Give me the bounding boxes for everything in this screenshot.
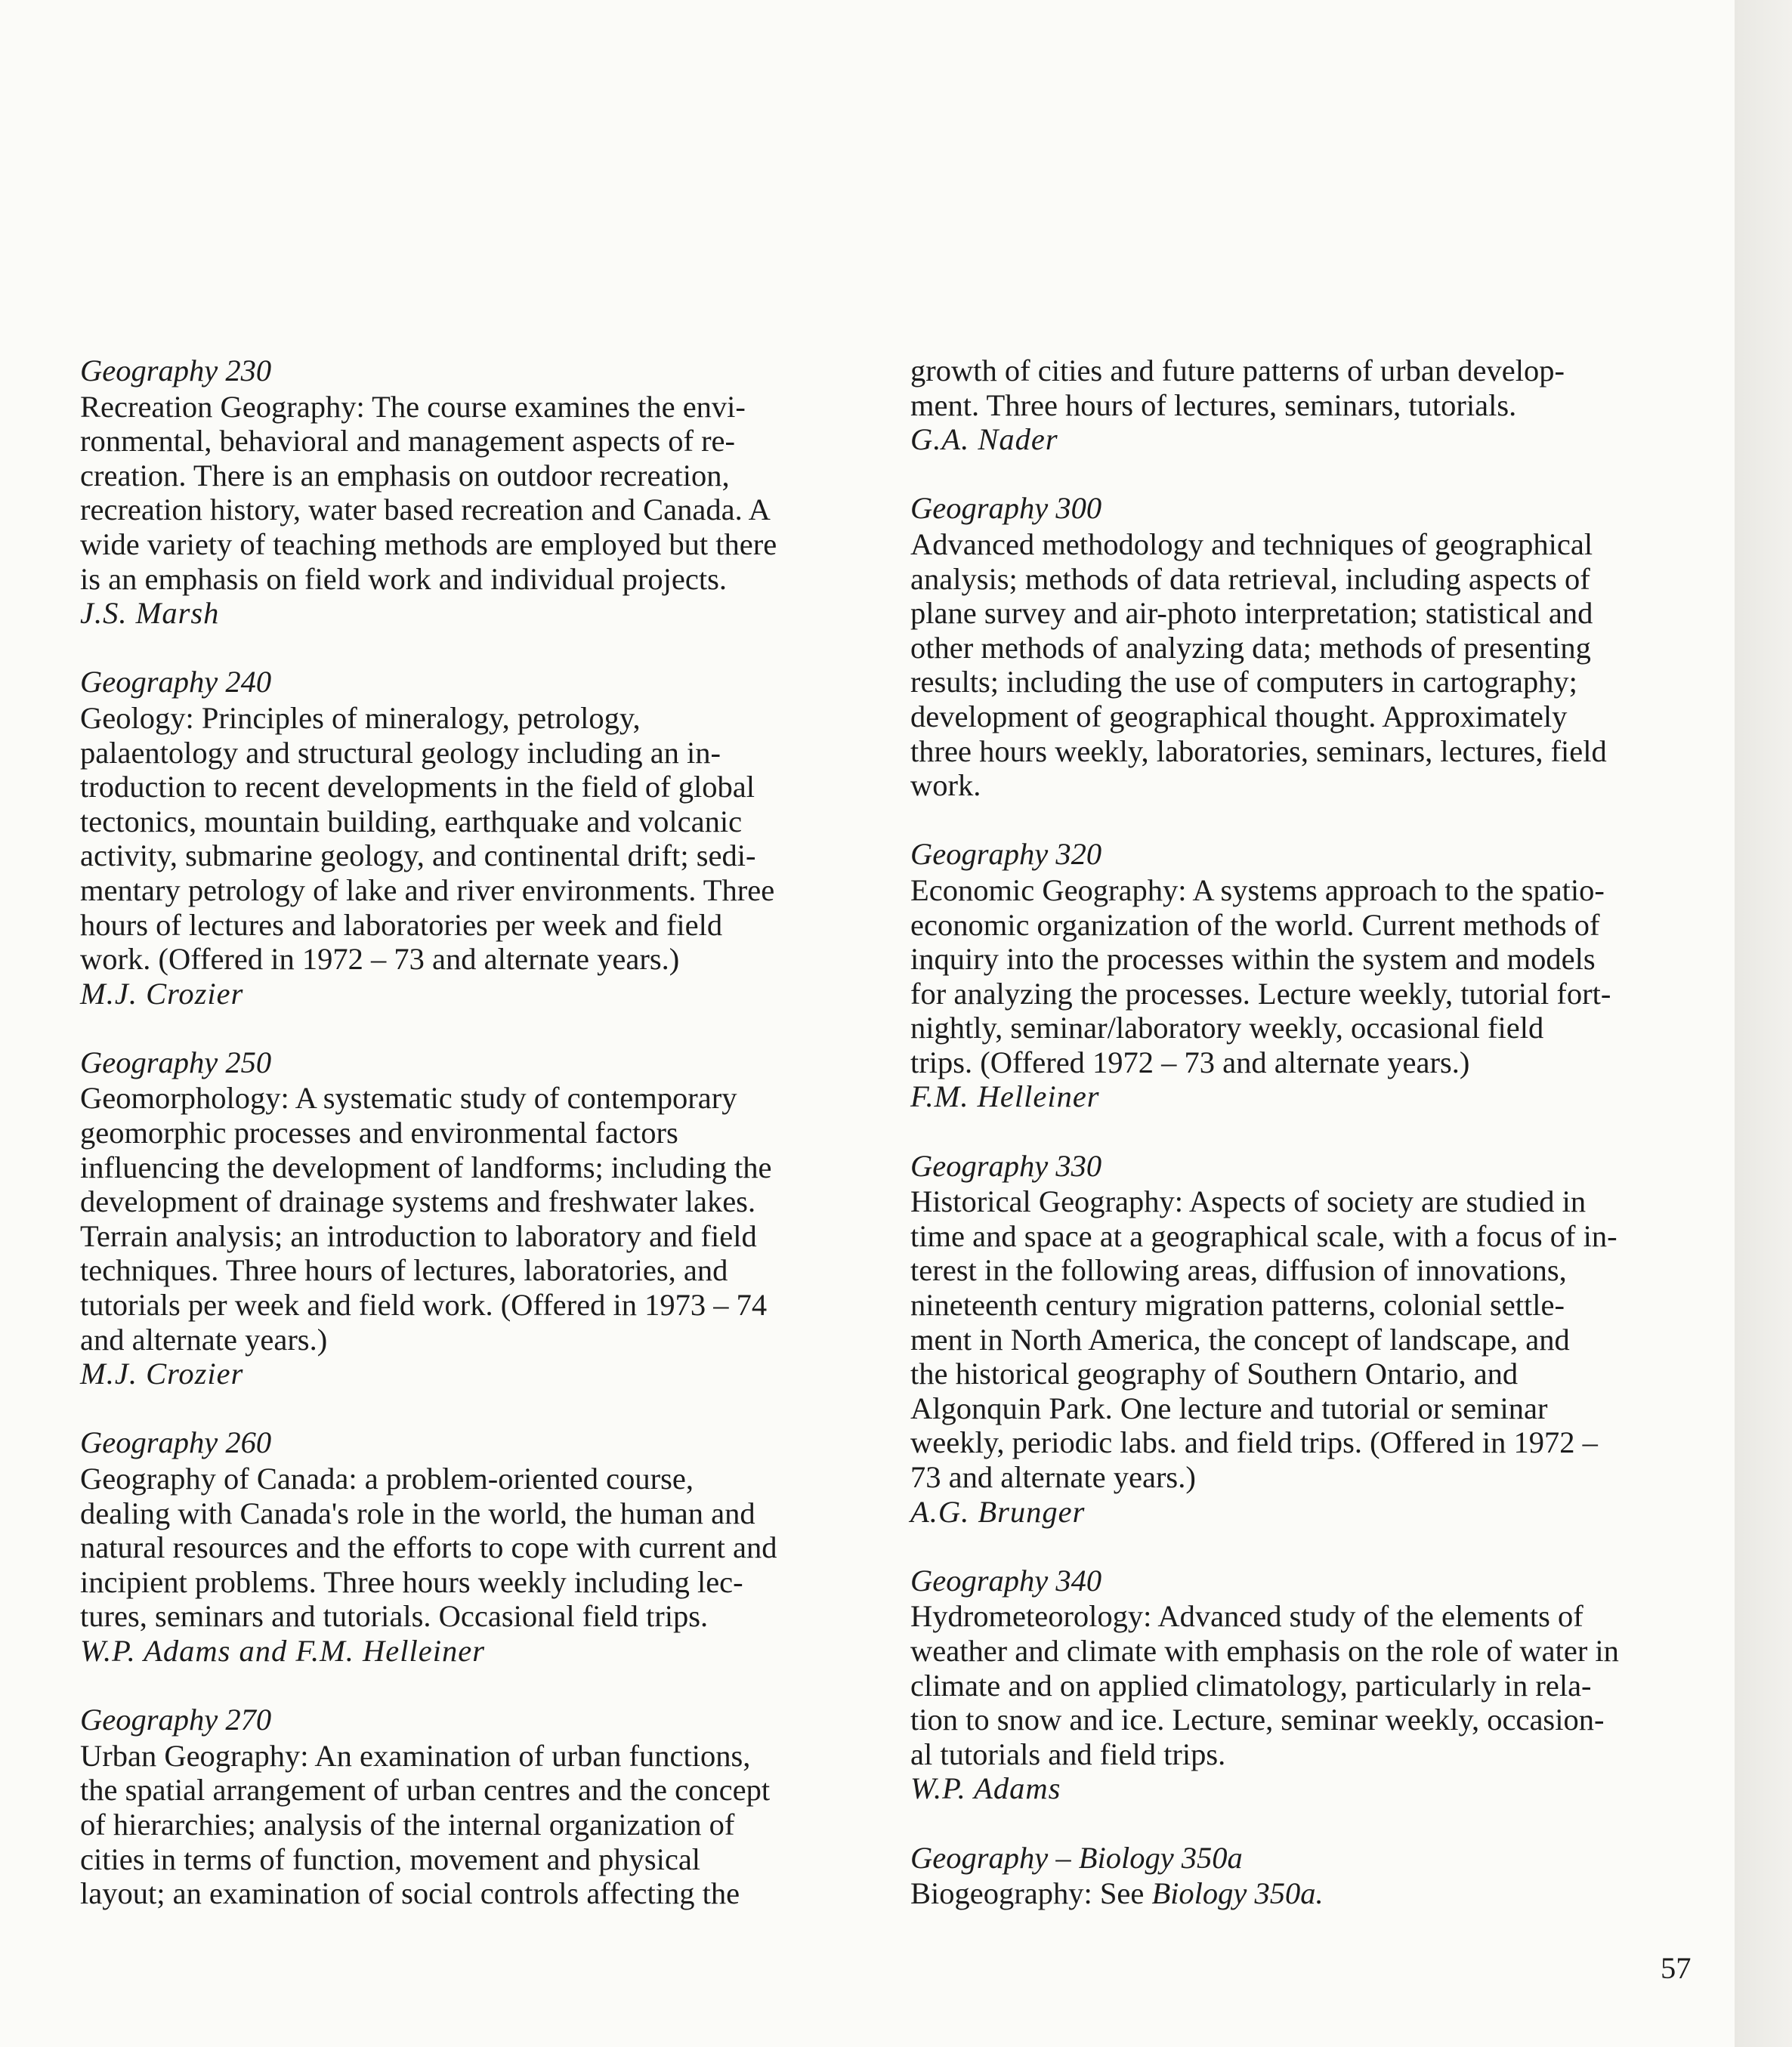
description-line: climate and on applied climatology, particularly in rela-	[910, 1668, 1592, 1703]
description-line: dealing with Canada's role in the world, the human and	[80, 1496, 755, 1530]
page-edge	[1735, 0, 1792, 2047]
course-description	[910, 527, 1711, 803]
description-line: techniques. Three hours of lectures, laboratories, and	[80, 1253, 728, 1288]
description-line: the historical geography of Southern Ontario, and	[910, 1357, 1519, 1391]
course-entry-geography-270	[80, 1703, 881, 1911]
description-line: wide variety of teaching methods are employed but there	[80, 526, 777, 561]
description-line: hours of lectures and laboratories per week and field	[80, 907, 723, 942]
description-line: ment in North America, the concept of landscape, and	[910, 1322, 1570, 1357]
course-entry-geography-300	[910, 491, 1711, 802]
description-line: ment. Three hours of lectures, seminars, tutorials.	[910, 387, 1517, 422]
course-title: Geography 330	[910, 1148, 1102, 1183]
description-line: and alternate years.)	[80, 1322, 328, 1357]
description-line: al tutorials and field trips.	[910, 1737, 1226, 1771]
description-line: work.	[910, 768, 981, 803]
instructor-name: J.S. Marsh	[80, 596, 220, 631]
description-line: geomorphic processes and environmental factors	[80, 1116, 678, 1150]
description-line: Geography of Canada: a problem-oriented course,	[80, 1462, 694, 1496]
course-description	[910, 354, 1711, 422]
description-line: Advanced methodology and techniques of geographical	[910, 526, 1593, 561]
description-line: of hierarchies; analysis of the internal organization of	[80, 1807, 735, 1842]
description-line: analysis; methods of data retrieval, including aspects of	[910, 561, 1590, 596]
description-line: Urban Geography: An examination of urban functions,	[80, 1738, 751, 1773]
course-entry-geography-320	[910, 837, 1711, 1114]
description-line: tion to snow and ice. Lecture, seminar weekly, occasion-	[910, 1703, 1605, 1737]
course-description	[910, 1184, 1711, 1494]
course-title: Geography 240	[80, 665, 272, 699]
description-line: activity, submarine geology, and continental drift; sedi-	[80, 838, 756, 873]
description-line: influencing the development of landforms; including the	[80, 1150, 772, 1184]
description-line: for analyzing the processes. Lecture weekly, tutorial fort-	[910, 976, 1611, 1011]
description-line: mentary petrology of lake and river environments. Three	[80, 872, 775, 907]
description-line: other methods of analyzing data; methods of presenting	[910, 630, 1591, 665]
description-line: Geomorphology: A systematic study of contemporary	[80, 1081, 737, 1116]
description-line: Algonquin Park. One lecture and tutorial or seminar	[910, 1391, 1548, 1425]
course-title: Geography 340	[910, 1563, 1102, 1598]
description-line: Economic Geography: A systems approach to the spatio-	[910, 872, 1605, 907]
course-title: Geography – Biology 350a	[910, 1840, 1243, 1875]
course-entry-geography-biology-350a	[910, 1841, 1711, 1911]
right-column	[910, 354, 1711, 1945]
instructor-name: G.A. Nader	[910, 422, 1058, 457]
course-title: Geography 250	[80, 1045, 272, 1079]
instructor-name: M.J. Crozier	[80, 1357, 244, 1391]
description-line: work. (Offered in 1972 – 73 and alternate years.)	[80, 942, 680, 977]
course-entry-geography-240	[80, 665, 881, 1011]
description-line: plane survey and air-photo interpretation; statistical and	[910, 596, 1593, 631]
left-column	[80, 354, 881, 1945]
course-title: Geography 260	[80, 1425, 272, 1460]
description-line: terest in the following areas, diffusion of innovations,	[910, 1253, 1567, 1288]
instructor-name: A.G. Brunger	[910, 1494, 1086, 1529]
course-description	[910, 873, 1711, 1080]
description-line: natural resources and the efforts to cope with current and	[80, 1530, 777, 1565]
description-line: development of geographical thought. Approximately	[910, 699, 1568, 733]
course-title: Geography 270	[80, 1703, 272, 1737]
description-line: nightly, seminar/laboratory weekly, occasional field	[910, 1011, 1544, 1045]
course-description	[80, 1739, 881, 1911]
description-line: cities in terms of function, movement and physical	[80, 1842, 701, 1876]
description-line: three hours weekly, laboratories, seminars, lectures, field	[910, 733, 1607, 768]
course-description	[80, 701, 881, 977]
course-entry-geography-260	[80, 1425, 881, 1668]
description-line: creation. There is an emphasis on outdoor recreation,	[80, 458, 730, 492]
cross-reference-course: Biology 350a.	[1151, 1876, 1324, 1911]
course-entry-continued	[910, 354, 1711, 457]
instructor-name: W.P. Adams and F.M. Helleiner	[80, 1633, 486, 1668]
description-line: tectonics, mountain building, earthquake and volcanic	[80, 804, 743, 838]
description-line: troduction to recent developments in the field of global	[80, 770, 755, 804]
description-line: development of drainage systems and freshwater lakes.	[80, 1184, 756, 1219]
description-line: results; including the use of computers in cartography;	[910, 665, 1577, 699]
description-line: palaentology and structural geology including an in-	[80, 735, 721, 770]
instructor-name: W.P. Adams	[910, 1771, 1061, 1806]
description-line: tures, seminars and tutorials. Occasional field trips.	[80, 1599, 709, 1634]
course-description	[910, 1599, 1711, 1771]
description-line: economic organization of the world. Current methods of	[910, 907, 1600, 942]
course-entry-geography-230	[80, 354, 881, 631]
instructor-name: F.M. Helleiner	[910, 1079, 1100, 1114]
description-line: trips. (Offered 1972 – 73 and alternate years.)	[910, 1045, 1470, 1079]
course-title: Geography 230	[80, 354, 272, 387]
description-line: Historical Geography: Aspects of society are studied in	[910, 1184, 1587, 1219]
description-line: growth of cities and future patterns of urban develop-	[910, 354, 1565, 387]
description-line: incipient problems. Three hours weekly including lec-	[80, 1564, 743, 1599]
description-line: weekly, periodic labs. and field trips. (Offered in 1972 –	[910, 1425, 1598, 1460]
course-entry-geography-330	[910, 1149, 1711, 1530]
description-line: is an emphasis on field work and individual projects.	[80, 561, 727, 596]
description-line: nineteenth century migration patterns, colonial settle-	[910, 1288, 1565, 1323]
description-line: weather and climate with emphasis on the role of water in	[910, 1633, 1619, 1668]
description-line: Geology: Principles of mineralogy, petrology,	[80, 700, 641, 735]
description-line: Terrain analysis; an introduction to laboratory and field	[80, 1218, 757, 1253]
description-line: the spatial arrangement of urban centres and the concept	[80, 1773, 771, 1808]
cross-reference-text: Biogeography: See	[910, 1876, 1152, 1911]
description-line: inquiry into the processes within the system and models	[910, 942, 1596, 977]
course-entry-geography-340	[910, 1564, 1711, 1806]
course-description	[80, 1462, 881, 1634]
description-line: layout; an examination of social controls affecting the	[80, 1876, 740, 1911]
description-line: tutorials per week and field work. (Offered in 1973 – 74	[80, 1288, 768, 1323]
description-line: 73 and alternate years.)	[910, 1460, 1196, 1494]
instructor-name: M.J. Crozier	[80, 976, 244, 1011]
description-line: recreation history, water based recreation and Canada. A	[80, 492, 771, 527]
description-line: Recreation Geography: The course examines the envi-	[80, 389, 746, 424]
page-number: 57	[1661, 1951, 1692, 1985]
course-description	[80, 1081, 881, 1357]
description-line: ronmental, behavioral and management aspects of re-	[80, 424, 736, 458]
course-title: Geography 320	[910, 837, 1102, 872]
course-description	[80, 390, 881, 597]
course-entry-geography-250	[80, 1045, 881, 1391]
description-line: Hydrometeorology: Advanced study of the elements of	[910, 1599, 1583, 1634]
cross-reference	[910, 1876, 1711, 1911]
course-title: Geography 300	[910, 491, 1102, 526]
description-line: time and space at a geographical scale, with a focus of in-	[910, 1218, 1617, 1253]
